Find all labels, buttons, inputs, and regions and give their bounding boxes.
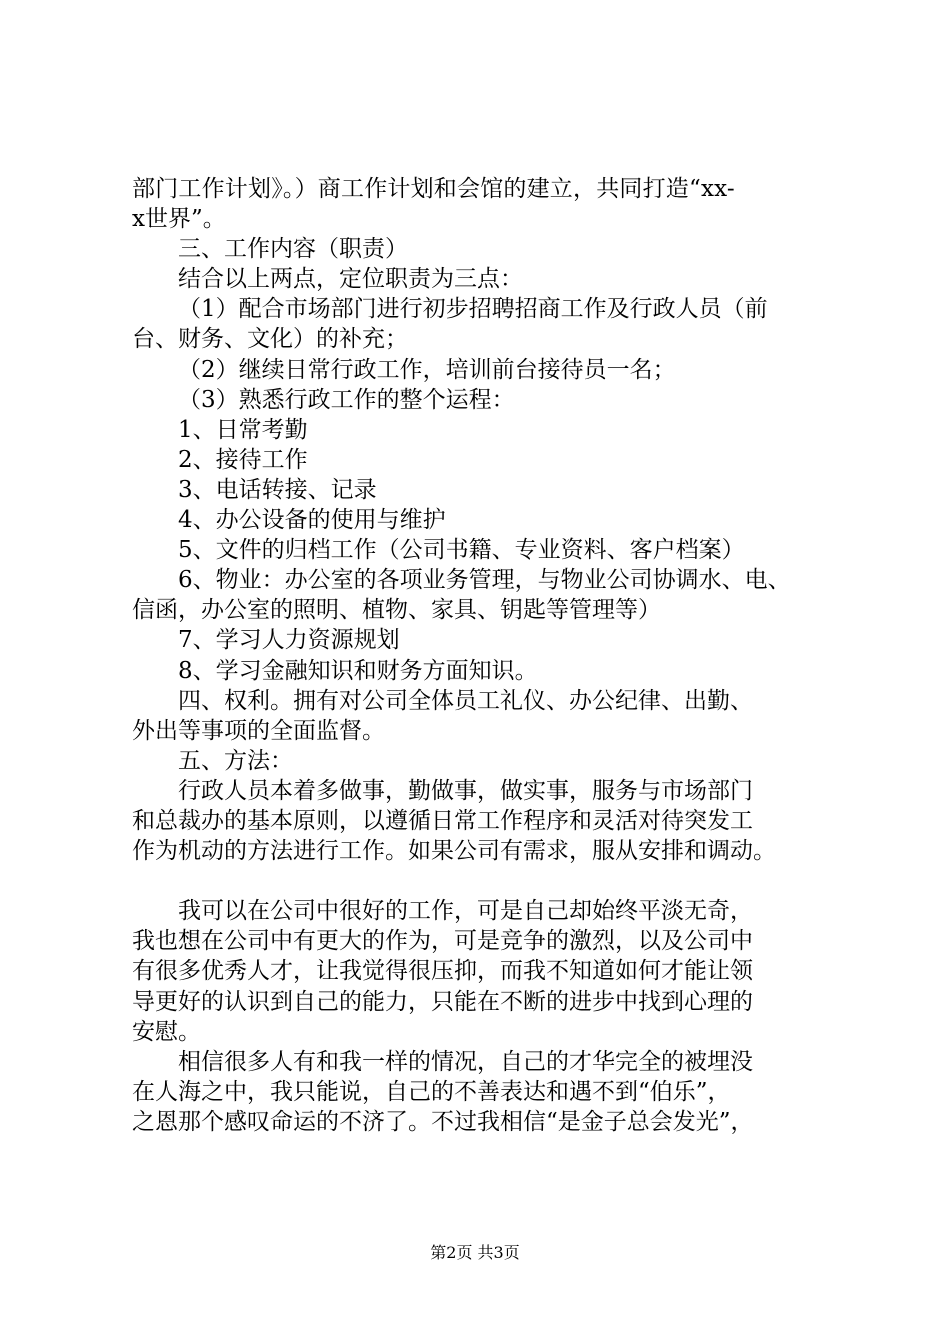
text-line: 之恩那个感叹命运的不济了。不过我相信“是金子总会发光”， <box>132 1108 754 1135</box>
list-item: 3、电话转接、记录 <box>178 476 377 503</box>
text-line: 相信很多人有和我一样的情况，自己的才华完全的被埋没 <box>178 1048 753 1075</box>
section-heading-rights: 四、权利。拥有对公司全体员工礼仪、办公纪律、出勤、 <box>178 687 753 714</box>
list-item: 5、文件的归档工作（公司书籍、专业资料、客户档案） <box>178 537 745 564</box>
section-heading-content: 三、工作内容（职责） <box>178 236 408 263</box>
text-line: 外出等事项的全面监督。 <box>132 717 385 744</box>
text-line: 我可以在公司中很好的工作，可是自己却始终平淡无奇， <box>178 898 753 925</box>
list-item: 4、办公设备的使用与维护 <box>178 507 446 534</box>
list-item: 6、物业：办公室的各项业务管理，与物业公司协调水、电、 <box>178 567 791 594</box>
text-line: 和总裁办的基本原则，以遵循日常工作程序和灵活对待突发工 <box>132 807 753 834</box>
blank-line <box>132 866 832 896</box>
text-line: x世界”。 <box>132 206 226 233</box>
list-item: （1）配合市场部门进行初步招聘招商工作及行政人员（前 <box>178 296 768 323</box>
document-body <box>132 174 832 1137</box>
text-line: 信函，办公室的照明、植物、家具、钥匙等管理等） <box>132 597 661 624</box>
text-line: 作为机动的方法进行工作。如果公司有需求，服从安排和调动。 <box>132 838 776 865</box>
list-item: （2）继续日常行政工作，培训前台接待员一名； <box>178 356 676 383</box>
text-line: 安慰。 <box>132 1018 201 1045</box>
page-number-footer: 第2页 共3页 <box>430 1243 520 1262</box>
list-item: （3）熟悉行政工作的整个运程： <box>178 386 515 413</box>
section-heading-method: 五、方法： <box>178 747 293 774</box>
list-item: 1、日常考勤 <box>178 416 308 443</box>
list-item: 7、学习人力资源规划 <box>178 627 400 654</box>
text-line: 结合以上两点，定位职责为三点： <box>178 266 523 293</box>
text-line: 部门工作计划》。）商工作计划和会馆的建立，共同打造“xx- <box>132 176 735 202</box>
text-line: 导更好的认识到自己的能力，只能在不断的进步中找到心理的 <box>132 988 753 1015</box>
text-line: 我也想在公司中有更大的作为，可是竞争的激烈，以及公司中 <box>132 928 753 955</box>
list-item: 8、学习金融知识和财务方面知识。 <box>178 657 538 684</box>
text-line: 行政人员本着多做事，勤做事，做实事，服务与市场部门 <box>178 777 753 804</box>
list-item: 2、接待工作 <box>178 446 308 473</box>
text-line: 有很多优秀人才，让我觉得很压抑，而我不知道如何才能让领 <box>132 958 753 985</box>
text-line: 台、财务、文化）的补充； <box>132 326 408 353</box>
text-line: 在人海之中，我只能说，自己的不善表达和遇不到“伯乐”， <box>132 1078 731 1105</box>
